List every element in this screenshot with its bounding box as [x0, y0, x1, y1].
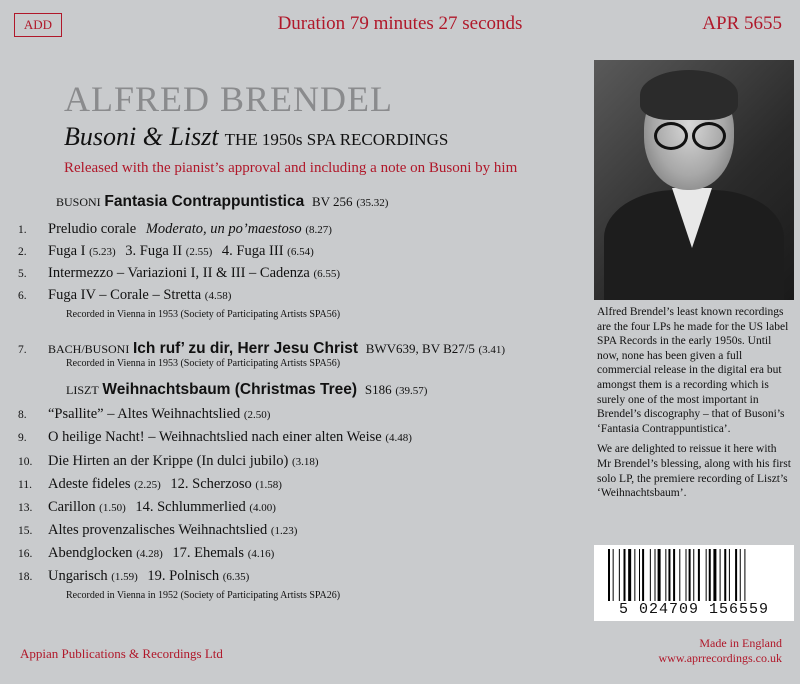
track-title: Intermezzo – Variazioni I, II & III – Cadenza — [48, 265, 310, 281]
work-duration: (39.57) — [395, 385, 428, 397]
work-catalog: S186 — [364, 382, 392, 397]
made-in-text: Made in England — [699, 636, 782, 650]
track-row — [18, 476, 282, 493]
work-duration: (3.41) — [478, 344, 506, 356]
track-number: 6. — [18, 290, 27, 302]
track-duration: (1.50) — [99, 502, 126, 514]
track-title: Abendglocken — [48, 545, 133, 561]
track-duration: (4.58) — [204, 290, 232, 302]
track-row — [18, 221, 332, 238]
track-number: 11. — [18, 479, 32, 491]
barcode-number: 5 024709 156559 — [618, 601, 770, 618]
track-row — [18, 287, 231, 304]
barcode-bar — [693, 549, 694, 601]
album-title: Busoni & Liszt — [64, 122, 219, 151]
barcode-bar — [698, 549, 700, 601]
track-title: Fuga I — [48, 243, 86, 259]
track-number: 18. — [18, 571, 33, 583]
composer: BUSONI — [56, 195, 101, 209]
barcode-bar — [619, 549, 620, 601]
barcode-bar — [740, 549, 741, 601]
barcode-bar — [624, 549, 626, 601]
composer: BACH/BUSONI — [48, 342, 130, 356]
track-title: 14. Schlummerlied — [135, 499, 246, 515]
track-row — [18, 243, 314, 260]
track-title: 19. Polnisch — [147, 568, 220, 584]
barcode-bar — [613, 549, 614, 601]
track-title: Adeste fideles — [48, 476, 131, 492]
track-row — [18, 406, 270, 423]
track-duration: (2.50) — [243, 409, 271, 421]
album-subtitle — [64, 122, 448, 152]
track-duration: (4.48) — [385, 432, 412, 444]
work-title: Weihnachtsbaum (Christmas Tree) — [102, 381, 358, 398]
barcode-bar — [706, 549, 707, 601]
track-title: O heilige Nacht! – Weihnachtslied nach einer alten Weise — [48, 429, 382, 445]
track-duration: (5.23) — [89, 246, 116, 258]
barcode-bar — [639, 549, 640, 601]
liner-notes — [597, 305, 793, 507]
barcode-bar — [735, 549, 737, 601]
track-row — [18, 429, 412, 446]
track-title: 4. Fuga III — [221, 243, 284, 259]
track-title: Fuga IV – Corale – Stretta — [48, 287, 202, 303]
track-number: 1. — [18, 224, 27, 236]
composer: LISZT — [66, 383, 99, 397]
catalog-number: APR 5655 — [702, 13, 782, 34]
barcode-bar — [634, 549, 635, 601]
recording-note: Recorded in Vienna in 1952 (Society of Participating Artists SPA26) — [66, 590, 341, 601]
track-number: 7. — [18, 344, 27, 356]
barcode-bar — [709, 549, 711, 601]
barcode-bar — [729, 549, 730, 601]
track-number: 10. — [18, 456, 33, 468]
recording-note: Recorded in Vienna in 1953 (Society of Participating Artists SPA56) — [66, 358, 341, 369]
track-duration: (2.25) — [134, 479, 161, 491]
work-catalog: BV 256 — [311, 194, 353, 209]
track-duration: (4.16) — [247, 548, 275, 560]
barcode-bar — [679, 549, 680, 601]
barcode-bar — [658, 549, 661, 601]
barcode-bar — [650, 549, 651, 601]
barcode-bar — [713, 549, 716, 601]
add-badge: ADD — [14, 13, 62, 37]
work-catalog: BWV639, BV B27/5 — [365, 341, 475, 356]
barcode-bar — [628, 549, 631, 601]
barcode-bar — [720, 549, 721, 601]
barcode-bar — [642, 549, 644, 601]
made-in-block — [658, 636, 782, 666]
track-duration: (1.59) — [111, 571, 138, 583]
track-number: 2. — [18, 246, 27, 258]
barcode-bar — [724, 549, 726, 601]
barcode-bar — [744, 549, 745, 601]
barcode-bar — [689, 549, 691, 601]
barcode-bar — [673, 549, 675, 601]
track-number: 5. — [18, 268, 27, 280]
barcode-bar — [655, 549, 656, 601]
track-number: 9. — [18, 432, 27, 444]
busoni-heading — [36, 193, 388, 211]
track-tempo: Moderato, un po’maestoso — [145, 221, 302, 237]
track-title: Carillon — [48, 499, 96, 515]
barcode-bar — [668, 549, 670, 601]
artist-photo — [594, 60, 794, 300]
liner-paragraph: Alfred Brendel’s least known recordings are the four LPs he made for the US label SPA Records in the early 1950s. Until now, none has been given a full commercial release in the digital era but amongst them is a recording which is surely one of the most important in Brendel’s discography – that of Busoni’s ‘Fantasia Contrappuntistica’. — [597, 306, 789, 435]
release-note: Released with the pianist’s approval and including a note on Busoni by him — [64, 160, 518, 176]
track-title: Altes provenzalisches Weihnachtslied — [48, 522, 268, 538]
track-row — [18, 265, 340, 282]
artist-name: ALFRED BRENDEL — [64, 79, 393, 119]
glasses-icon — [654, 122, 726, 144]
track-duration: (3.18) — [292, 456, 319, 468]
track-title: 3. Fuga II — [125, 243, 183, 259]
track-number: 16. — [18, 548, 33, 560]
track-duration: (1.23) — [270, 525, 298, 537]
track-title: 12. Scherzoso — [170, 476, 252, 492]
track-title: Preludio corale — [48, 221, 137, 237]
track-title: Die Hirten an der Krippe (In dulci jubilo) — [48, 453, 289, 469]
track-duration: (2.55) — [185, 246, 213, 258]
liszt-heading — [36, 381, 427, 399]
track-duration: (1.58) — [255, 479, 282, 491]
recording-note: Recorded in Vienna in 1953 (Society of Participating Artists SPA56) — [66, 309, 341, 320]
track-number: 13. — [18, 502, 33, 514]
work-duration: (35.32) — [356, 197, 389, 209]
track-duration: (8.27) — [305, 224, 332, 236]
track-number: 15. — [18, 525, 33, 537]
track-title: Ungarisch — [48, 568, 108, 584]
website-link[interactable]: www.aprrecordings.co.uk — [658, 651, 782, 665]
track-title: 17. Ehemals — [172, 545, 245, 561]
track-row — [18, 340, 505, 358]
publisher-name: Appian Publications & Recordings Ltd — [20, 646, 223, 661]
barcode-bar — [686, 549, 687, 601]
track-duration: (6.35) — [222, 571, 250, 583]
duration-text: Duration 79 minutes 27 seconds — [277, 13, 523, 34]
track-number: 8. — [18, 409, 27, 421]
work-title: Ich ruf’ zu dir, Herr Jesu Christ — [132, 340, 359, 357]
track-duration: (6.54) — [287, 246, 314, 258]
barcode-bar — [665, 549, 666, 601]
track-duration: (6.55) — [313, 268, 341, 280]
photo-hair — [640, 70, 738, 120]
track-row — [18, 499, 276, 516]
barcode-bars — [608, 549, 784, 601]
liner-paragraph: We are delighted to reissue it here with Mr Brendel’s blessing, along with his first solo LP, the premiere recording of Liszt’s ‘Weihnachtsbaum’. — [597, 443, 791, 500]
series-title: THE 1950s SPA RECORDINGS — [224, 130, 449, 149]
barcode-bar — [608, 549, 610, 601]
track-duration: (4.28) — [136, 548, 163, 560]
work-title: Fantasia Contrappuntistica — [104, 193, 305, 210]
track-row — [18, 453, 319, 470]
track-title: “Psallite” – Altes Weihnachtslied — [48, 406, 241, 422]
track-row — [18, 545, 274, 562]
track-row — [18, 568, 249, 585]
header-bar — [0, 0, 800, 48]
track-duration: (4.00) — [249, 502, 276, 514]
barcode — [594, 545, 794, 621]
track-row — [18, 522, 297, 539]
